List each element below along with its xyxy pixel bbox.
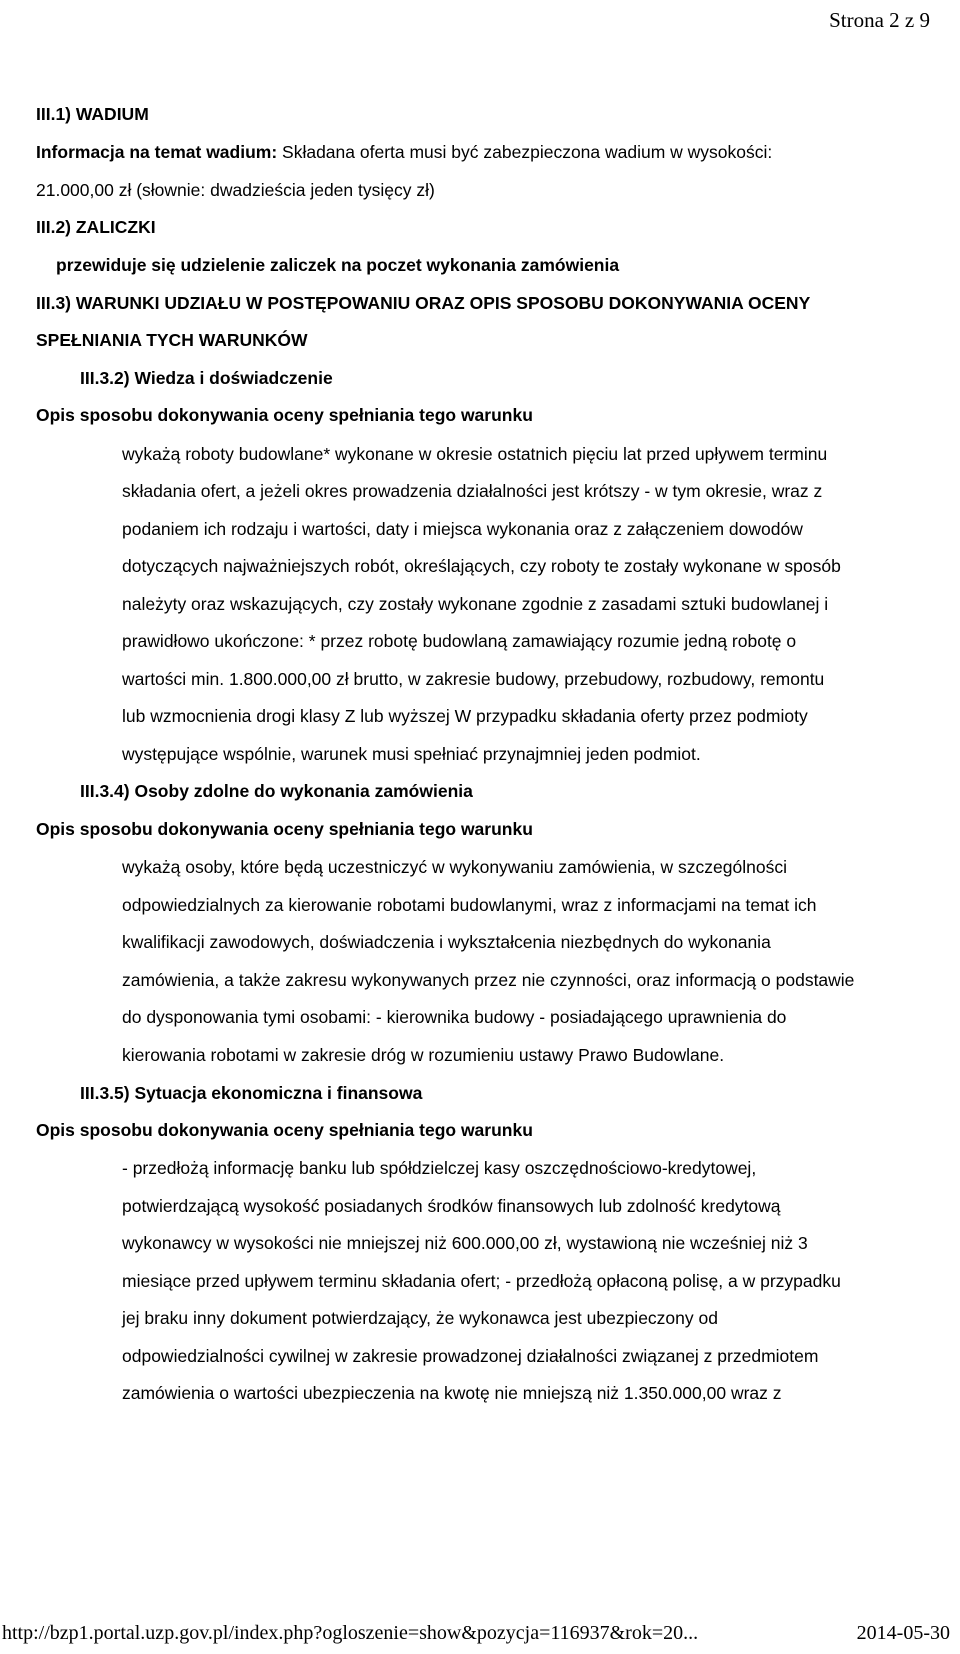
body-line: miesiące przed upływem terminu składania ofert; - przedłożą opłaconą polisę, a w przypadku	[122, 1271, 841, 1291]
body-line: odpowiedzialności cywilnej w zakresie prowadzonej działalności związanej z przedmiotem	[122, 1346, 819, 1366]
body-line: podaniem ich rodzaju i wartości, daty i miejsca wykonania oraz z załączeniem dowodów	[122, 519, 803, 539]
wadium-amount: 21.000,00 zł (słownie: dwadzieścia jeden tysięcy zł)	[36, 180, 435, 200]
body-line: - przedłożą informację banku lub spółdzielczej kasy oszczędnościowo-kredytowej,	[122, 1158, 757, 1178]
body-line: wartości min. 1.800.000,00 zł brutto, w zakresie budowy, przebudowy, rozbudowy, remontu	[122, 669, 825, 689]
wadium-info-label: Informacja na temat wadium:	[36, 142, 278, 162]
body-line: wykażą roboty budowlane* wykonane w okresie ostatnich pięciu lat przed upływem terminu	[122, 444, 828, 464]
section-subheading: Opis sposobu dokonywania oceny spełniania tego warunku	[36, 405, 533, 425]
body-line: kierowania robotami w zakresie dróg w rozumieniu ustawy Prawo Budowlane.	[122, 1045, 725, 1065]
warunki-heading-line2: SPEŁNIANIA TYCH WARUNKÓW	[36, 330, 308, 350]
body-line: do dysponowania tymi osobami: - kierownika budowy - posiadającego uprawnienia do	[122, 1007, 787, 1027]
body-line: wykażą osoby, które będą uczestniczyć w wykonywaniu zamówienia, w szczególności	[122, 857, 787, 877]
body-line: dotyczących najważniejszych robót, określających, czy roboty te zostały wykonane w sposób	[122, 556, 841, 576]
section-subheading: Opis sposobu dokonywania oceny spełniania tego warunku	[36, 1120, 533, 1140]
body-line: zamówienia o wartości ubezpieczenia na kwotę nie mniejszą niż 1.350.000,00 wraz z	[122, 1383, 782, 1403]
body-line: należyty oraz wskazujących, czy zostały wykonane zgodnie z zasadami sztuki budowlanej i	[122, 594, 829, 614]
section-subheading: Opis sposobu dokonywania oceny spełniania tego warunku	[36, 819, 533, 839]
warunki-heading-line1: III.3) WARUNKI UDZIAŁU W POSTĘPOWANIU ORAZ OPIS SPOSOBU DOKONYWANIA OCENY	[36, 293, 811, 313]
body-line: składania ofert, a jeżeli okres prowadzenia działalności jest krótszy - w tym okresie, wraz z	[122, 481, 823, 501]
section-heading: III.3.5) Sytuacja ekonomiczna i finansowa	[80, 1083, 423, 1103]
wadium-info-text: Składana oferta musi być zabezpieczona wadium w wysokości:	[277, 142, 773, 162]
body-line: jej braku inny dokument potwierdzający, że wykonawca jest ubezpieczony od	[122, 1308, 718, 1328]
body-line: lub wzmocnienia drogi klasy Z lub wyższej W przypadku składania oferty przez podmioty	[122, 706, 808, 726]
wadium-heading: III.1) WADIUM	[36, 104, 149, 124]
body-line: zamówienia, a także zakresu wykonywanych przez nie czynności, oraz informacją o podstawie	[122, 970, 855, 990]
wadium-info	[36, 141, 772, 163]
page-footer	[0, 1622, 960, 1652]
zaliczki-heading: III.2) ZALICZKI	[36, 217, 156, 237]
zaliczki-text: przewiduje się udzielenie zaliczek na poczet wykonania zamówienia	[56, 255, 620, 275]
body-line: wykonawcy w wysokości nie mniejszej niż 600.000,00 zł, wystawioną nie wcześniej niż 3	[122, 1233, 808, 1253]
body-line: występujące wspólnie, warunek musi spełniać przynajmniej jeden podmiot.	[122, 744, 701, 764]
body-line: potwierdzającą wysokość posiadanych środków finansowych lub zdolność kredytową	[122, 1196, 781, 1216]
footer-date: 2014-05-30	[856, 1622, 950, 1644]
section-heading: III.3.4) Osoby zdolne do wykonania zamówienia	[80, 781, 473, 801]
footer-url: http://bzp1.portal.uzp.gov.pl/index.php?ogloszenie=show&pozycja=116937&rok=20...	[2, 1622, 699, 1644]
section-heading: III.3.2) Wiedza i doświadczenie	[80, 368, 333, 388]
body-line: kwalifikacji zawodowych, doświadczenia i wykształcenia niezbędnych do wykonania	[122, 932, 771, 952]
page-number: Strona 2 z 9	[829, 8, 930, 32]
body-line: prawidłowo ukończone: * przez robotę budowlaną zamawiający rozumie jedną robotę o	[122, 631, 797, 651]
body-line: odpowiedzialnych za kierowanie robotami budowlanymi, wraz z informacjami na temat ich	[122, 895, 817, 915]
